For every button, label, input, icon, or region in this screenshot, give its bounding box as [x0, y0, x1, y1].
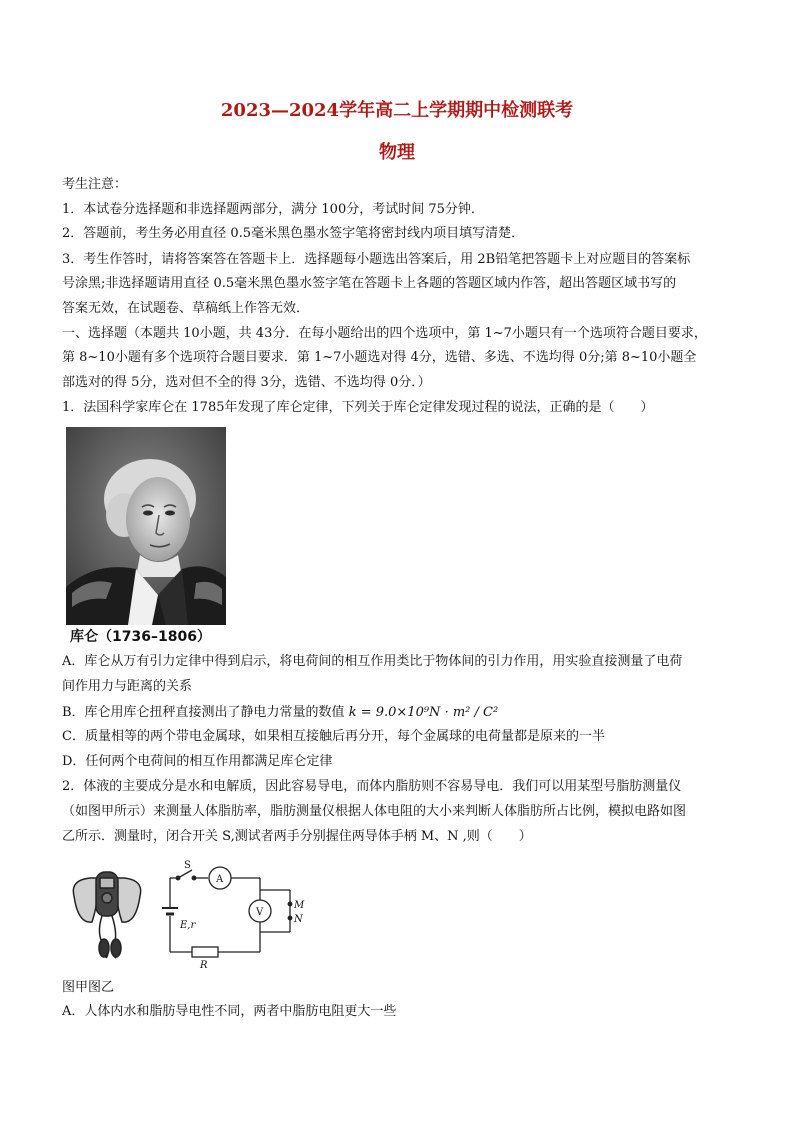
notes-heading: 考生注意：	[62, 177, 128, 192]
note-item-3: 3．考生作答时，请将答案答在答题卡上．选择题每小题选出答案后，用 2B铅笔把答题卡上对应题目的答案标	[62, 252, 691, 267]
note-item-2: 2．答题前，考生务必用直径 0.5毫米黑色墨水签字笔将密封线内项目填写清楚．	[62, 226, 525, 241]
subject-title: 物理	[379, 142, 415, 163]
q2-figure	[66, 858, 316, 970]
section1-line-3: 部选对的得 5分，选对但不全的得 3分，选错、不选均得 0分．）	[62, 375, 431, 390]
voltmeter-label: V	[256, 907, 264, 918]
portrait-caption: 库仑（1736–1806）	[70, 629, 211, 645]
figure-caption: 图甲图乙	[62, 980, 115, 995]
circuit-diagram	[162, 867, 292, 957]
fat-meter-device	[73, 872, 140, 958]
q1-option-d: D．任何两个电荷间的相互作用都满足库仑定律	[62, 754, 333, 769]
note-item-3-cont: 号涂黑;非选择题请用直径 0.5毫米黑色墨水签字笔在答题卡上各题的答题区域内作答，超出答题区域书写的	[62, 276, 677, 291]
resistor-label: R	[200, 960, 208, 970]
q1-option-a: A．库仑从万有引力定律中得到启示，将电荷间的相互作用类比于物体间的引力作用，用实验直接测量了电荷	[62, 654, 683, 669]
note-item-3-end: 答案无效，在试题卷、草稿纸上作答无效．	[62, 301, 310, 316]
exam-title: 2023—2024学年高二上学期期中检测联考	[220, 100, 574, 121]
terminal-m-label: M	[294, 900, 305, 911]
q1-option-c: C．质量相等的两个带电金属球，如果相互接触后再分开，每个金属球的电荷量都是原来的一半	[62, 729, 605, 744]
question-2-line-3: 乙所示．测量时，闭合开关 S,测试者两手分别握住两导体手柄 M、N ,则（ ）	[62, 829, 532, 844]
question-2-line-2: （如图甲所示）来测量人体脂肪率，脂肪测量仪根据人体电阻的大小来判断人体脂肪所占比例，模拟电路如图	[62, 804, 687, 819]
q1-option-b-text: B．库仑用库仑扭秤直接测出了静电力常量的数值	[62, 705, 345, 720]
q1-option-b	[62, 705, 742, 721]
section1-line-2: 第 8~10小题有多个选项符合题目要求．第 1~7小题选对得 4分，选错、多选、不选均得 0分;第 8~10小题全	[62, 350, 697, 365]
battery-label: E,r	[180, 920, 196, 931]
question-1-stem: 1．法国科学家库仑在 1785年发现了库仑定律，下列关于库仑定律发现过程的说法，正确的是（ ）	[62, 400, 654, 415]
coulomb-portrait	[66, 427, 226, 625]
note-item-1: 1．本试卷分选择题和非选择题两部分，满分 100分，考试时间 75分钟．	[62, 202, 484, 217]
q1-option-a-cont: 间作用力与距离的关系	[62, 679, 193, 694]
q2-option-a: A．人体内水和脂肪导电性不同，两者中脂肪电阻更大一些	[62, 1004, 397, 1019]
terminal-n-label: N	[294, 914, 303, 925]
ammeter-label: A	[216, 874, 224, 885]
coulomb-constant-formula: k = 9.0×10⁹N · m² / C²	[348, 705, 499, 720]
section1-line-1: 一、选择题（本题共 10小题，共 43分．在每小题给出的四个选项中，第 1~7小题只有一个选项符合题目要求，	[62, 326, 707, 341]
question-2-line-1: 2．体液的主要成分是水和电解质，因此容易导电，而体内脂肪则不容易导电．我们可以用某型号脂肪测量仪	[62, 779, 682, 794]
switch-label: S	[184, 860, 191, 871]
